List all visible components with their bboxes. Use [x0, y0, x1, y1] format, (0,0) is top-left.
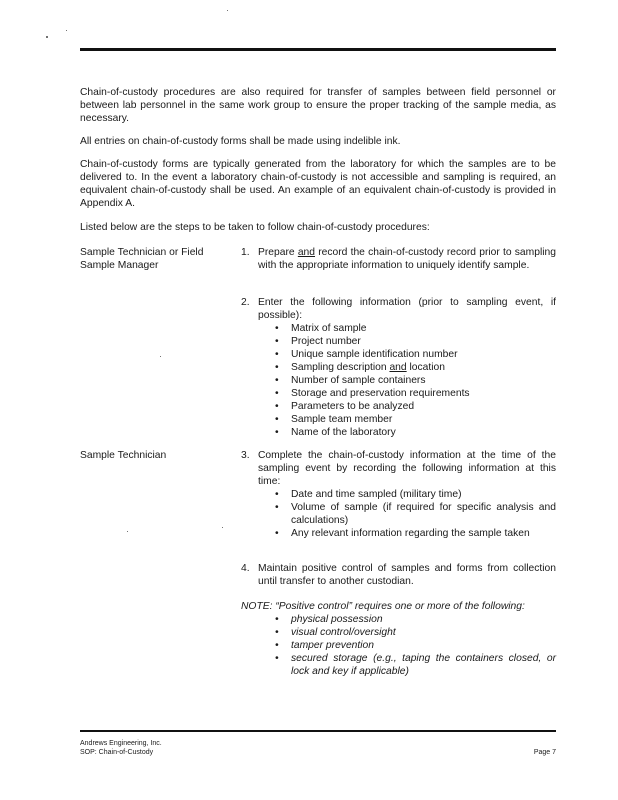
list-item: • Storage and preservation requirements: [275, 387, 556, 400]
intro-paragraph-ink: All entries on chain-of-custody forms shall be made using indelible ink.: [80, 136, 401, 147]
list-item: • Volume of sample (if required for specific analysis and calculations): [275, 501, 556, 527]
step-number: 4.: [241, 563, 250, 574]
positive-control-note: [241, 600, 556, 678]
footer-company: Andrews Engineering, Inc.: [80, 740, 162, 747]
header-rule: [80, 48, 556, 51]
scan-speck: [46, 36, 48, 38]
step-number: 2.: [241, 297, 250, 308]
list-item: • secured storage (e.g., taping the containers closed, or lock and key if applicable): [275, 652, 556, 678]
step-4: [241, 562, 556, 588]
scan-speck: [66, 30, 67, 31]
scan-speck: [127, 531, 128, 532]
page-number: Page 7: [533, 749, 556, 756]
list-item: • Parameters to be analyzed: [275, 400, 556, 413]
footer-document: SOP: Chain-of-Custody: [80, 749, 154, 756]
step-2-list: [241, 322, 556, 439]
scan-speck: [227, 10, 228, 11]
step-text: Complete the chain-of-custody information at the time of the sampling event by recording the following information at this time:: [258, 450, 556, 487]
note-list: [241, 613, 556, 678]
list-item: • Name of the laboratory: [275, 426, 556, 439]
list-item: • Matrix of sample: [275, 322, 556, 335]
role-label-technician-or-manager: Sample Technician or Field Sample Manager: [80, 247, 204, 271]
list-item: • physical possession: [275, 613, 556, 626]
step-2: [241, 296, 556, 439]
list-item: • Number of sample containers: [275, 374, 556, 387]
list-item: • Sampling description and location: [275, 361, 556, 374]
step-number: 1.: [241, 247, 250, 258]
list-item: • visual control/oversight: [275, 626, 556, 639]
list-item: • Any relevant information regarding the sample taken: [275, 527, 556, 540]
note-heading: NOTE: “Positive control” requires one or more of the following:: [241, 601, 525, 612]
scan-speck: [160, 356, 161, 357]
footer-info: [80, 739, 162, 757]
list-item: • Sample team member: [275, 413, 556, 426]
step-text: Maintain positive control of samples and forms from collection until transfer to another custodian.: [258, 563, 556, 587]
intro-paragraph-steps: Listed below are the steps to be taken to follow chain-of-custody procedures:: [80, 222, 430, 233]
intro-paragraph-forms: Chain-of-custody forms are typically generated from the laboratory for which the samples are to be delivered to. In the event a laboratory chain-of-custody is not accessible and sampling is required, an equivalent chain-of-custody shall be used. An example of an equivalent chain-of-custody is provided in Appendix A.: [80, 159, 556, 209]
footer-rule: [80, 730, 556, 732]
list-item: • tamper prevention: [275, 639, 556, 652]
intro-paragraph-transfer: Chain-of-custody procedures are also required for transfer of samples between field personnel or between lab personnel in the same work group to ensure the proper tracking of the sample media, as necessary.: [80, 87, 556, 124]
step-text: Enter the following information (prior to sampling event, if possible):: [258, 297, 556, 321]
step-text: Prepare and record the chain-of-custody record prior to sampling with the appropriate information to uniquely identify sample.: [258, 247, 556, 271]
step-1: [241, 246, 556, 272]
step-3: [241, 449, 556, 540]
step-3-list: [241, 488, 556, 540]
list-item: • Unique sample identification number: [275, 348, 556, 361]
step-number: 3.: [241, 450, 250, 461]
scan-speck: [222, 527, 223, 528]
list-item: • Project number: [275, 335, 556, 348]
list-item: • Date and time sampled (military time): [275, 488, 556, 501]
role-label-technician: Sample Technician: [80, 450, 167, 461]
